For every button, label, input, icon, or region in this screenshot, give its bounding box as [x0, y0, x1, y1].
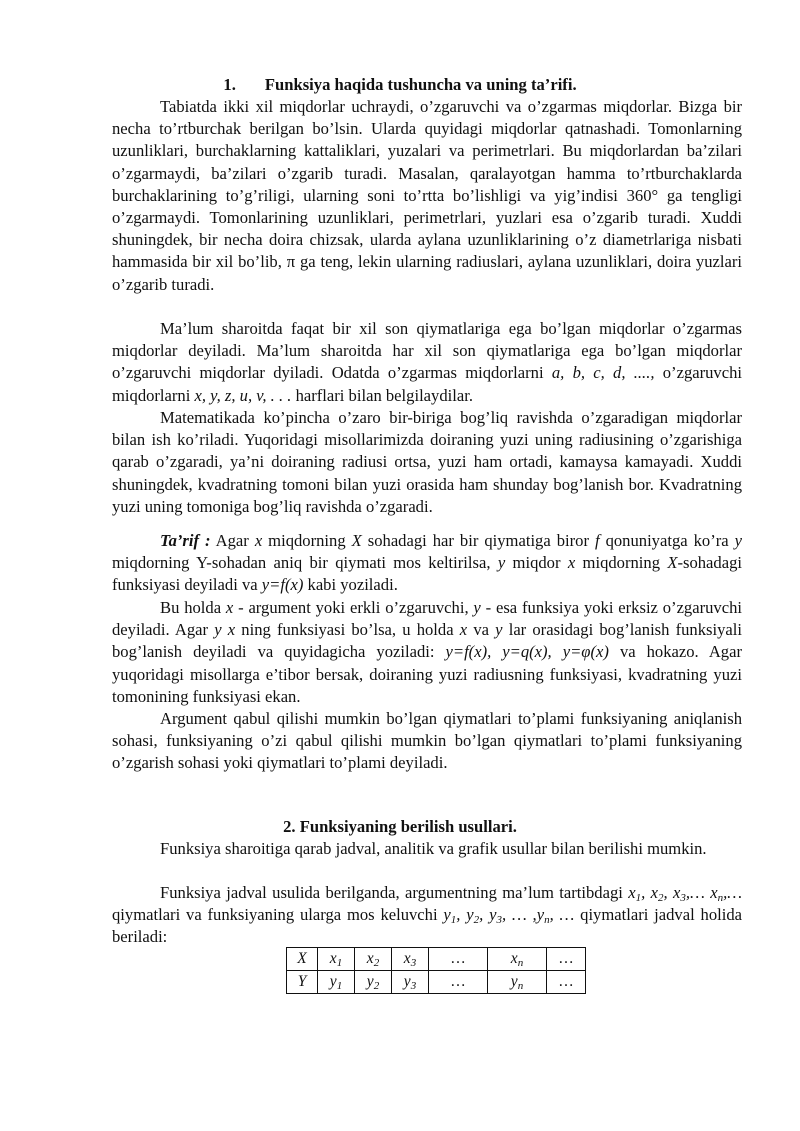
text: Agar: [210, 531, 255, 550]
subscript: 2: [473, 914, 480, 927]
x-sequence: $x_1$, $x_2$, $x_3,\dots$ $x_n,\dots$: [628, 883, 742, 904]
table-cell: …: [429, 948, 488, 971]
math-var: X: [667, 553, 678, 573]
text: -sohadagi funksiyasi deyiladi va: [112, 553, 742, 595]
math-var: X: [351, 531, 362, 550]
subscript: n: [517, 957, 524, 969]
paragraph-text: o’zgaruvchi miqdorlarni: [112, 363, 743, 405]
math-var: x: [254, 531, 263, 550]
math-var: y: [473, 598, 481, 617]
constant-letters: a, b, c, d, ....,: [551, 363, 655, 383]
paragraph-text: Matematikada ko’pincha o’zaro bir-biriga bog’liq ravishda o’zgaradigan miqdorlar bilan ish ko’riladi. Yuqoridagi misollarimizda doiraning yuzi uning radiusining o’zgarishiga qarab o’zgaradi, ya’ni doiraning radiusi ortsa, yuzi ham ortadi, kamaysa kamayadi. Xuddi shuningdek, kvadratning tomoni bilan yuzi orasida ham shunday bog’lanish bor. Kvadratning yuzi uning tomoniga bog’liq ravishda o’zgaradi.: [112, 408, 742, 516]
subscript: 3: [496, 914, 502, 927]
table-cell: …: [547, 948, 586, 971]
subscript: 1: [336, 957, 343, 969]
section1-title: Funksiya haqida tushuncha va uning ta’rifi.: [264, 75, 577, 94]
math-var: y: [366, 973, 374, 991]
paragraph-quantities: [112, 96, 742, 296]
text: va hokazo. Agar yuqoridagi misollarga e’tibor bersak, doiraning yuzi radiusning funksiyasi, kvadratning yuzi tomonining funksiyasi ekan.: [112, 642, 742, 706]
paragraph-methods: [112, 838, 742, 860]
table-cell: X: [287, 948, 318, 971]
math-var: x: [628, 883, 636, 902]
text: miqdor: [505, 553, 568, 573]
text: qiymatlari va funksiyaning ularga mos keluvchi: [112, 905, 444, 925]
paragraph-text: Argument qabul qilishi mumkin bo’lgan qiymatlari to’plami funksiyaning aniqlanish sohasi, funksiyaning o’zi qabul qilishi mumkin bo’lgan qiymatlari to’plami funksiyaning o’zgarish sohasi yoki qiymatlari to’plami deyiladi.: [112, 709, 742, 773]
subscript: 2: [658, 892, 664, 904]
math-var: x: [673, 883, 681, 902]
math-var: x: [459, 620, 468, 640]
section1-heading: [0, 74, 800, 96]
math-var: x: [403, 950, 411, 967]
math-var: x: [650, 883, 659, 902]
math-var: y: [329, 973, 337, 991]
table-cell: …: [547, 971, 586, 994]
math-var: y: [466, 905, 474, 925]
subscript: 1: [450, 914, 457, 927]
math-var: x: [567, 553, 576, 573]
paragraph-domain: [112, 708, 742, 775]
text: miqdorning: [262, 531, 352, 550]
subscript: n: [544, 914, 550, 927]
subscript: n: [517, 980, 524, 993]
text: miqdorning Y-sohadan aniq bir qiymati mos keltirilsa,: [112, 553, 498, 573]
table-row: [287, 971, 586, 994]
text: va: [467, 620, 496, 640]
text: lar orasidagi bog’lanish funksiyali bog’lanish deyiladi va quyidagicha yoziladi:: [112, 620, 742, 662]
paragraph-dependence: [112, 407, 742, 518]
text: qiymatlari jadval holida beriladi:: [112, 905, 743, 947]
paragraph-text: Tabiatda ikki xil miqdorlar uchraydi, o’zgaruvchi va o’zgarmas miqdorlar. Bizga bir necha to’rtburchak berilgan bo’lsin. Ularda quyidagi miqdorlar qatnashadi. Tomonlarning uzunliklari, burchaklarning kattaliklari, yuzalari va perimetrlari. Bu miqdorlardan ba’zilari o’zgarmaydi, ba’zilari o’zgarib turadi. Masalan, qaralayotgan hamma to’rtburchaklarda burchaklarining to’g’riligi, ularning soni to’rtta bo’lishligi va yig’indisi 360° ga tengligi o’zgarmaydi. Tomonlarining uzunliklari, perimetrlari, yuzlari esa o’zgarib turadi. Xuddi shuningdek, bir necha doira chizsak, ularda aylana uzunliklarining o’z diametrlariga nisbati hammasida bir xil bo’lib, π ga teng, lekin ularning radiuslari, aylana uzunliklari, doira yuzlari o’zgarib turadi.: [112, 97, 742, 294]
math-var: y: [443, 905, 451, 925]
table-cell: [318, 971, 355, 994]
text: kabi yoziladi.: [303, 575, 398, 595]
math-var: y: [536, 905, 545, 925]
formula: y=f(x): [261, 575, 304, 595]
table-cell: Y: [287, 971, 318, 994]
text: ning funksiyasi bo’lsa, u holda: [235, 620, 460, 640]
table-cell: [488, 948, 547, 971]
paragraph-definition: [112, 530, 742, 597]
paragraph-text: Funksiya sharoitiga qarab jadval, analitik va grafik usullar bilan berilishi mumkin.: [160, 839, 707, 858]
text: Funksiya jadval usulida berilganda, argumentning ma’lum tartibdagi: [160, 883, 629, 902]
math-var: x: [366, 950, 374, 967]
table-cell: [318, 948, 355, 971]
table-cell: [488, 971, 547, 994]
section1-number: 1.: [223, 75, 236, 94]
math-var: y: [403, 973, 411, 991]
values-table: [286, 947, 586, 994]
math-var: x: [510, 950, 518, 967]
paragraph-text: Ma’lum sharoitda faqat bir xil son qiymatlariga ega bo’lgan miqdorlar o’zgarmas miqdorlar deyiladi. Ma’lum sharoitda har xil son qiymatlariga ega bo’lgan miqdorlar o’zgaruvchi miqdorlar dyiladi. Odatda o’zgarmas miqdorlarni: [112, 319, 742, 383]
math-var: f: [594, 531, 600, 550]
math-var: x: [710, 883, 718, 902]
paragraph-text: harflari bilan belgilaydilar.: [291, 385, 473, 405]
table-cell: [392, 948, 429, 971]
math-var: x: [329, 950, 337, 967]
paragraph-table-method: [112, 882, 742, 949]
subscript: 1: [635, 892, 642, 904]
y-sequence: $y_1$, $y_2$, $y_3$, … $,y_n$, …: [443, 905, 575, 927]
subscript: 3: [410, 980, 417, 993]
text: Bu holda: [160, 598, 226, 617]
subscript: 3: [410, 957, 417, 969]
math-var: x: [225, 598, 234, 617]
subscript: 1: [336, 980, 343, 993]
text: - esa funksiya yoki erksiz o’zgaruvchi deyiladi. Agar: [112, 598, 742, 640]
math-var: y: [495, 620, 503, 640]
math-var: y: [497, 553, 506, 573]
table-cell: [392, 971, 429, 994]
section2-title: 2. Funksiyaning berilish usullari.: [283, 817, 517, 836]
text: qonuniyatga ko’ra: [599, 531, 735, 550]
paragraph-argument: [112, 597, 742, 708]
subscript: n: [717, 892, 724, 904]
math-var: y: [489, 905, 497, 925]
text: miqdorning: [575, 553, 668, 573]
table-row: [287, 948, 586, 971]
subscript: 2: [373, 980, 380, 993]
formula: y=f(x), y=q(x), y=φ(x): [445, 642, 609, 662]
table-cell: [355, 971, 392, 994]
text: - argument yoki erkli o’zgaruvchi,: [233, 598, 474, 617]
table-cell: [355, 948, 392, 971]
text: sohadagi har bir qiymatiga biror: [361, 531, 595, 550]
paragraph-constants: [112, 318, 742, 407]
table-cell: …: [429, 971, 488, 994]
variable-letters: x, y, z, u, v, . . .: [194, 385, 292, 405]
math-var: y x: [214, 620, 236, 640]
subscript: 3: [680, 892, 686, 904]
subscript: 2: [373, 957, 380, 969]
math-var: y: [734, 531, 742, 550]
definition-label: Ta’rif :: [160, 531, 211, 550]
math-var: y: [510, 973, 518, 991]
